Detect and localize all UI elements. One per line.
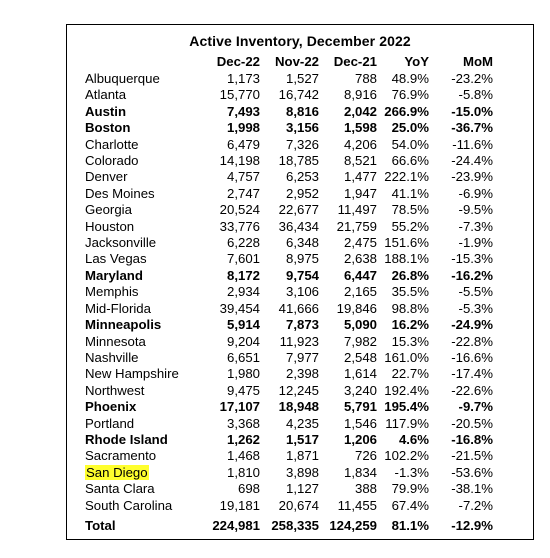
cell-city	[81, 301, 201, 317]
cell-dec21: 3,240	[343, 382, 377, 398]
table-row	[81, 251, 497, 267]
cell-nov22: 20,674	[278, 497, 319, 513]
cell-mom: -24.9%	[451, 317, 493, 333]
header-city	[81, 53, 201, 71]
city-label: Austin	[85, 103, 127, 119]
cell-mom: -15.3%	[451, 251, 493, 267]
cell-dec22: 20,524	[219, 202, 260, 218]
cell-yoy: 161.0%	[384, 349, 429, 365]
table-row	[81, 481, 497, 497]
cell-dec21: 5,791	[343, 399, 377, 415]
cell-nov22: 7,977	[285, 349, 319, 365]
total-dec22: 224,981	[212, 517, 260, 533]
cell-city	[81, 120, 201, 136]
cell-yoy: 76.9%	[391, 87, 429, 103]
table-row	[81, 432, 497, 448]
city-label: San Diego	[86, 464, 148, 480]
table-row	[81, 137, 497, 153]
cell-city	[81, 481, 201, 497]
cell-nov22: 3,898	[285, 464, 319, 480]
table-title: Active Inventory, December 2022	[189, 33, 411, 49]
cell-city	[81, 284, 201, 300]
cell-nov22: 41,666	[278, 300, 319, 316]
table-row	[81, 383, 497, 399]
cell-mom: -7.3%	[458, 218, 493, 234]
cell-dec21: 1,834	[343, 464, 377, 480]
cell-yoy: 78.5%	[391, 202, 429, 218]
city-label: Des Moines	[85, 185, 155, 201]
cell-dec21: 4,206	[343, 136, 377, 152]
cell-mom: -24.4%	[451, 153, 493, 169]
cell-yoy: 16.2%	[391, 317, 429, 333]
cell-city	[81, 202, 201, 218]
cell-city	[81, 334, 201, 350]
cell-mom: -11.6%	[452, 136, 493, 152]
city-label: South Carolina	[85, 497, 173, 513]
cell-dec21: 5,090	[343, 317, 377, 333]
cell-nov22: 18,785	[278, 153, 319, 169]
cell-mom: -36.7%	[451, 120, 493, 136]
cell-dec22: 1,998	[226, 120, 260, 136]
cell-yoy: 188.1%	[384, 251, 429, 267]
cell-dec22: 7,601	[226, 251, 260, 267]
cell-mom: -5.5%	[458, 284, 493, 300]
cell-city	[81, 251, 201, 267]
cell-mom: -5.8%	[458, 87, 493, 103]
cell-city	[81, 465, 201, 481]
cell-yoy: 22.7%	[391, 366, 429, 382]
table-row	[81, 87, 497, 103]
city-label: Northwest	[85, 382, 145, 398]
city-label: Portland	[85, 415, 135, 431]
city-label: Minneapolis	[85, 317, 162, 333]
city-label: Mid-Florida	[85, 300, 151, 316]
table-row	[81, 219, 497, 235]
city-label: Atlanta	[85, 87, 127, 103]
cell-yoy: 41.1%	[391, 185, 429, 201]
cell-dec21: 1,206	[343, 431, 377, 447]
cell-dec22: 9,475	[226, 382, 260, 398]
cell-dec21: 1,546	[343, 415, 377, 431]
city-label: Colorado	[85, 153, 139, 169]
total-nov22: 258,335	[271, 517, 319, 533]
cell-city	[81, 498, 201, 514]
cell-yoy: 102.2%	[384, 448, 429, 464]
cell-dec21: 21,759	[336, 218, 377, 234]
cell-dec22: 6,479	[226, 136, 260, 152]
table-row	[81, 202, 497, 218]
cell-yoy: 66.6%	[391, 153, 429, 169]
total-mom: -12.9%	[451, 517, 493, 533]
cell-dec22: 3,368	[226, 415, 260, 431]
cell-dec22: 6,228	[226, 235, 260, 251]
inventory-table	[81, 53, 497, 534]
cell-dec21: 1,614	[343, 366, 377, 382]
table-row	[81, 416, 497, 432]
total-city: Total	[85, 517, 116, 533]
cell-mom: -16.2%	[451, 267, 493, 283]
table-row	[81, 268, 497, 284]
table-row	[81, 104, 497, 120]
cell-dec22: 698	[237, 481, 260, 497]
cell-yoy: 151.6%	[384, 235, 429, 251]
cell-city	[81, 235, 201, 251]
table-row	[81, 235, 497, 251]
city-label: Minnesota	[85, 333, 146, 349]
header-dec22: Dec-22	[216, 54, 260, 69]
cell-yoy: 55.2%	[391, 218, 429, 234]
cell-nov22: 7,873	[285, 317, 319, 333]
cell-dec22: 17,107	[219, 399, 260, 415]
cell-mom: -22.8%	[451, 333, 493, 349]
table-row	[81, 317, 497, 333]
cell-nov22: 1,517	[285, 431, 319, 447]
cell-yoy: 35.5%	[391, 284, 429, 300]
cell-nov22: 6,348	[285, 235, 319, 251]
cell-dec22: 8,172	[226, 267, 260, 283]
header-row	[81, 53, 497, 71]
cell-dec21: 1,598	[343, 120, 377, 136]
table-row	[81, 350, 497, 366]
cell-dec21: 2,165	[343, 284, 377, 300]
city-label: Sacramento	[85, 448, 157, 464]
city-label: Albuquerque	[85, 71, 160, 86]
cell-dec22: 2,934	[226, 284, 260, 300]
cell-nov22: 8,816	[285, 103, 319, 119]
table-row	[81, 186, 497, 202]
cell-dec21: 2,475	[343, 235, 377, 251]
cell-mom: -22.6%	[451, 382, 493, 398]
header-yoy: YoY	[404, 54, 429, 69]
city-label: Jacksonville	[85, 235, 157, 251]
inventory-table-frame	[66, 24, 534, 540]
table-row	[81, 153, 497, 169]
cell-city	[81, 366, 201, 382]
cell-nov22: 8,975	[285, 251, 319, 267]
total-row	[81, 514, 497, 534]
city-label: Las Vegas	[85, 251, 147, 267]
city-label: Phoenix	[85, 399, 137, 415]
total-yoy: 81.1%	[391, 517, 429, 533]
city-label: Nashville	[85, 349, 139, 365]
cell-mom: -23.2%	[451, 71, 493, 86]
cell-dec21: 19,846	[336, 300, 377, 316]
cell-yoy: 266.9%	[384, 103, 429, 119]
cell-dec22: 9,204	[226, 333, 260, 349]
cell-mom: -1.9%	[458, 235, 493, 251]
cell-dec22: 39,454	[219, 300, 260, 316]
cell-dec21: 8,521	[343, 153, 377, 169]
cell-dec22: 1,173	[226, 71, 260, 86]
cell-mom: -6.9%	[458, 185, 493, 201]
cell-yoy: 192.4%	[384, 382, 429, 398]
table-row	[81, 465, 497, 481]
cell-mom: -21.5%	[451, 448, 493, 464]
cell-nov22: 9,754	[285, 267, 319, 283]
cell-nov22: 22,677	[278, 202, 319, 218]
cell-nov22: 11,923	[279, 333, 319, 349]
cell-mom: -9.7%	[458, 399, 493, 415]
cell-nov22: 6,253	[285, 169, 319, 185]
city-label: Boston	[85, 120, 131, 136]
cell-city	[81, 448, 201, 464]
cell-yoy: 26.8%	[391, 267, 429, 283]
cell-nov22: 18,948	[278, 399, 319, 415]
cell-city	[81, 186, 201, 202]
cell-nov22: 12,245	[278, 382, 319, 398]
total-dec21: 124,259	[329, 517, 377, 533]
header-mom: MoM	[462, 54, 493, 69]
cell-city	[81, 399, 201, 415]
cell-dec21: 11,497	[337, 202, 377, 218]
cell-dec21: 1,477	[343, 169, 377, 185]
cell-mom: -53.6%	[451, 464, 493, 480]
cell-dec21: 1,947	[343, 185, 377, 201]
cell-yoy: 195.4%	[384, 399, 429, 415]
table-row	[81, 334, 497, 350]
cell-nov22: 36,434	[278, 218, 319, 234]
cell-yoy: 25.0%	[391, 120, 429, 136]
cell-dec21: 2,042	[343, 103, 377, 119]
table-body	[81, 71, 497, 534]
cell-nov22: 2,398	[285, 366, 319, 382]
cell-mom: -20.5%	[451, 415, 493, 431]
cell-nov22: 1,527	[285, 71, 319, 86]
cell-yoy: 48.9%	[391, 71, 429, 86]
city-label: Charlotte	[85, 136, 139, 152]
city-label: Memphis	[85, 284, 139, 300]
table-row	[81, 301, 497, 317]
cell-mom: -5.3%	[458, 300, 493, 316]
cell-dec21: 2,548	[343, 349, 377, 365]
cell-city	[81, 104, 201, 120]
cell-mom: -16.8%	[451, 431, 493, 447]
cell-nov22: 16,742	[278, 87, 319, 103]
cell-nov22: 3,106	[285, 284, 319, 300]
cell-dec22: 33,776	[219, 218, 260, 234]
cell-city	[81, 317, 201, 333]
city-label: Maryland	[85, 267, 143, 283]
cell-yoy: 4.6%	[398, 431, 429, 447]
cell-dec22: 2,747	[226, 185, 260, 201]
table-row	[81, 71, 497, 87]
city-label: Georgia	[85, 202, 132, 218]
header-dec21: Dec-21	[333, 54, 377, 69]
cell-mom: -17.4%	[451, 366, 493, 382]
header-nov22: Nov-22	[275, 54, 319, 69]
cell-city	[81, 87, 201, 103]
cell-dec21: 788	[354, 71, 377, 86]
cell-city	[81, 153, 201, 169]
cell-dec21: 11,455	[337, 497, 377, 513]
cell-dec22: 1,980	[226, 366, 260, 382]
cell-mom: -38.1%	[451, 481, 493, 497]
cell-nov22: 7,326	[285, 136, 319, 152]
cell-yoy: 67.4%	[391, 497, 429, 513]
cell-mom: -23.9%	[451, 169, 493, 185]
cell-mom: -15.0%	[451, 103, 493, 119]
cell-dec21: 6,447	[343, 267, 377, 283]
cell-city	[81, 350, 201, 366]
table-row	[81, 448, 497, 464]
cell-yoy: 15.3%	[391, 333, 429, 349]
cell-city	[81, 383, 201, 399]
table-row	[81, 366, 497, 382]
cell-yoy: 79.9%	[391, 481, 429, 497]
cell-dec22: 1,810	[226, 464, 260, 480]
cell-dec21: 726	[354, 448, 377, 464]
cell-nov22: 4,235	[285, 415, 319, 431]
cell-dec22: 1,468	[226, 448, 260, 464]
cell-dec22: 19,181	[219, 497, 260, 513]
city-label: Rhode Island	[85, 431, 168, 447]
table-row	[81, 284, 497, 300]
cell-yoy: 117.9%	[385, 415, 429, 431]
cell-dec22: 7,493	[226, 103, 260, 119]
cell-mom: -16.6%	[451, 349, 493, 365]
cell-city	[81, 169, 201, 185]
city-label: Santa Clara	[85, 481, 155, 497]
cell-city	[81, 416, 201, 432]
cell-nov22: 1,127	[285, 481, 319, 497]
cell-dec22: 4,757	[226, 169, 260, 185]
cell-nov22: 3,156	[285, 120, 319, 136]
cell-yoy: 98.8%	[391, 300, 429, 316]
cell-nov22: 2,952	[285, 185, 319, 201]
cell-yoy: 54.0%	[391, 136, 429, 152]
cell-yoy: 222.1%	[384, 169, 429, 185]
cell-dec21: 7,982	[343, 333, 377, 349]
cell-dec21: 2,638	[343, 251, 377, 267]
cell-dec22: 14,198	[219, 153, 260, 169]
cell-mom: -7.2%	[458, 497, 493, 513]
city-label: New Hampshire	[85, 366, 179, 382]
cell-city	[81, 268, 201, 284]
table-row	[81, 498, 497, 514]
cell-yoy: -1.3%	[394, 464, 429, 480]
cell-dec21: 8,916	[343, 87, 377, 103]
table-row	[81, 120, 497, 136]
cell-dec22: 15,770	[219, 87, 260, 103]
cell-dec22: 6,651	[226, 349, 260, 365]
table-row	[81, 169, 497, 185]
cell-city	[81, 137, 201, 153]
city-label: Houston	[85, 218, 135, 234]
cell-mom: -9.5%	[458, 202, 493, 218]
cell-city	[81, 432, 201, 448]
city-label: Denver	[85, 169, 128, 185]
cell-nov22: 1,871	[285, 448, 319, 464]
cell-dec21: 388	[354, 481, 377, 497]
cell-city	[81, 71, 201, 87]
cell-dec22: 1,262	[226, 431, 260, 447]
cell-dec22: 5,914	[226, 317, 260, 333]
table-row	[81, 399, 497, 415]
cell-city	[81, 219, 201, 235]
